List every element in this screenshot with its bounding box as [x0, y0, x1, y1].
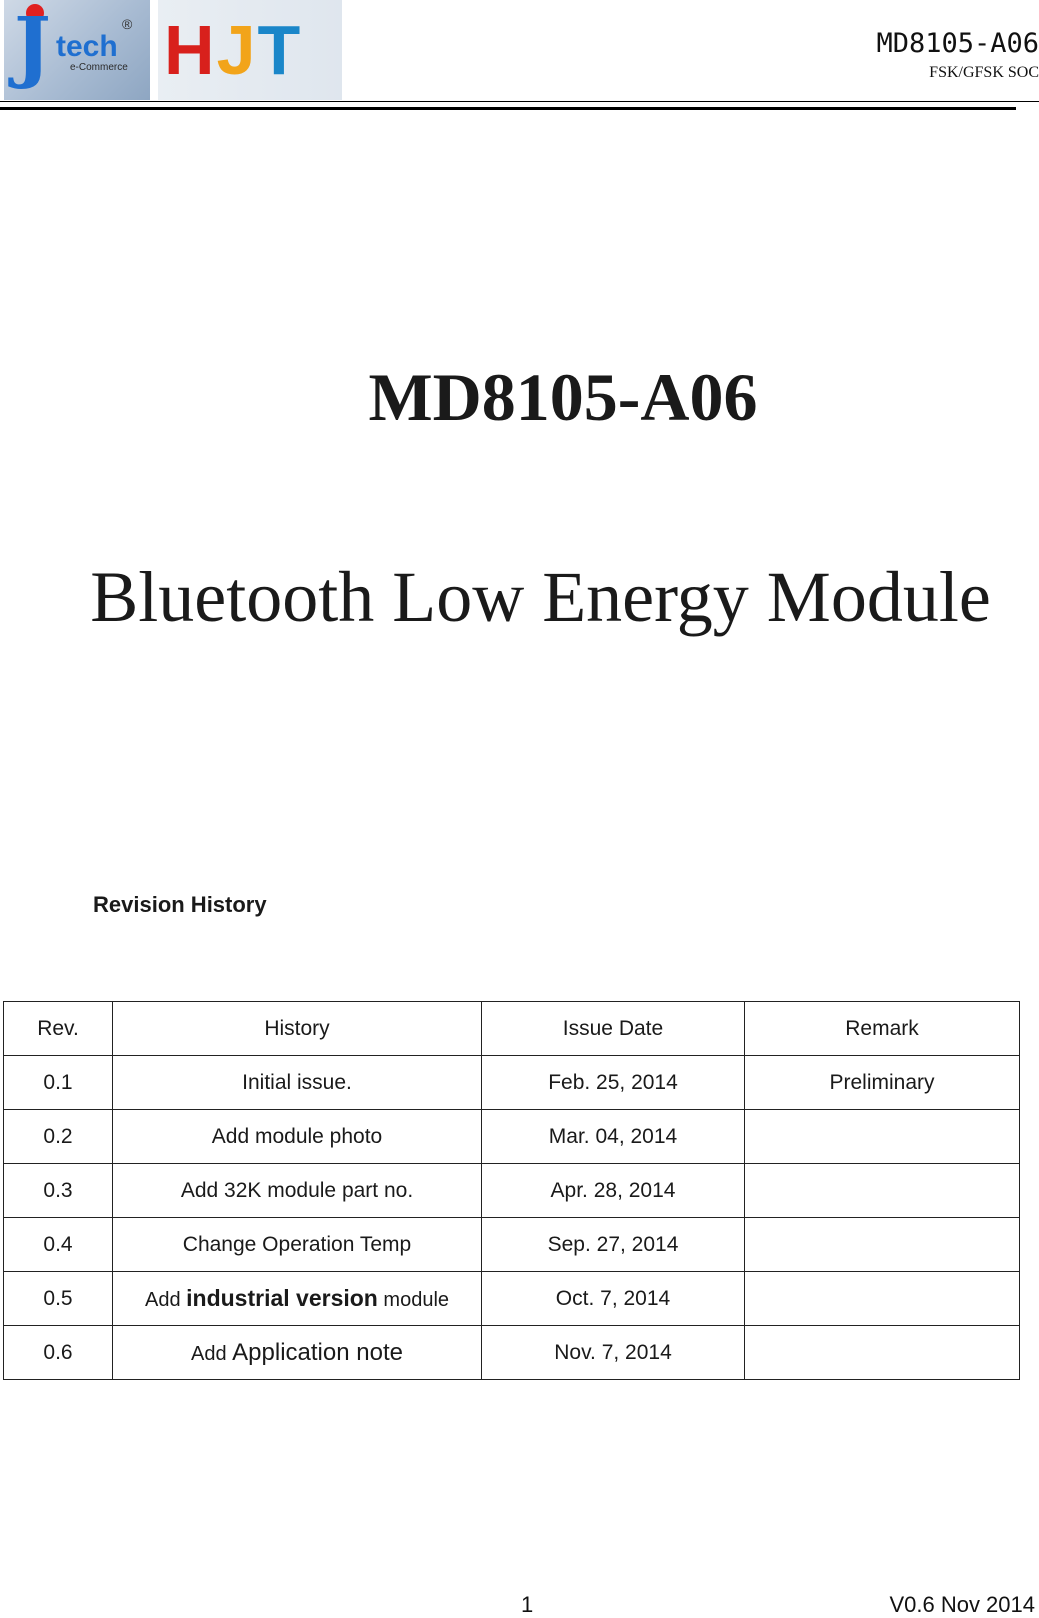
- table-row: [4, 1218, 1020, 1272]
- cell-date: Feb. 25, 2014: [482, 1056, 745, 1110]
- table-row: [4, 1326, 1020, 1380]
- header-cell-remark: Remark: [745, 1002, 1020, 1056]
- cell-rev: 0.6: [4, 1326, 113, 1380]
- page-number: 1: [521, 1592, 534, 1617]
- logo-j-letter: J: [14, 1, 51, 92]
- header-rule-thin: [0, 101, 1039, 102]
- header-rule-thick: [0, 107, 1016, 110]
- jtech-logo: [4, 0, 150, 100]
- history-prefix: Add: [144, 1289, 187, 1311]
- cell-rev: 0.5: [4, 1272, 113, 1326]
- cell-date: Sep. 27, 2014: [482, 1218, 745, 1272]
- cell-rev: 0.3: [4, 1164, 113, 1218]
- revision-history-heading: Revision History: [93, 892, 267, 917]
- registered-mark: ®: [122, 16, 133, 32]
- cell-history: Add module photo: [113, 1110, 482, 1164]
- header-cell-rev: Rev.: [4, 1002, 113, 1056]
- footer-version: V0.6 Nov 2014: [889, 1592, 1035, 1617]
- history-suffix: module: [377, 1289, 450, 1311]
- history-highlight: industrial version: [186, 1285, 378, 1311]
- history-prefix: Add: [191, 1342, 233, 1365]
- logo-wordmark: tech: [56, 30, 118, 63]
- logo-tagline: e-Commerce: [70, 62, 128, 73]
- cell-remark: [745, 1164, 1020, 1218]
- cell-remark: [745, 1272, 1020, 1326]
- hjt-letter-j: J: [216, 11, 258, 89]
- revision-table: [3, 1001, 1020, 1380]
- hjt-letter-t: T: [257, 11, 303, 89]
- hjt-letters: [164, 8, 302, 92]
- header-model: MD8105-A06: [876, 28, 1039, 59]
- hjt-letter-h: H: [164, 11, 217, 89]
- cell-date: Mar. 04, 2014: [482, 1110, 745, 1164]
- history-highlight: Application note: [232, 1338, 403, 1366]
- table-row: [4, 1056, 1020, 1110]
- document-subtitle: Bluetooth Low Energy Module: [90, 557, 991, 637]
- cell-history: [113, 1326, 482, 1380]
- cell-rev: 0.1: [4, 1056, 113, 1110]
- cell-remark: [745, 1218, 1020, 1272]
- cell-rev: 0.2: [4, 1110, 113, 1164]
- cell-remark: [745, 1326, 1020, 1380]
- header-cell-history: History: [113, 1002, 482, 1056]
- hjt-logo: [158, 0, 342, 100]
- cell-remark: Preliminary: [745, 1056, 1020, 1110]
- header-subtitle: FSK/GFSK SOC: [929, 64, 1039, 81]
- table-header-row: [4, 1002, 1020, 1056]
- cell-history: Add 32K module part no.: [113, 1164, 482, 1218]
- cell-history: Initial issue.: [113, 1056, 482, 1110]
- cell-date: Nov. 7, 2014: [482, 1326, 745, 1380]
- cell-date: Oct. 7, 2014: [482, 1272, 745, 1326]
- header-cell-date: Issue Date: [482, 1002, 745, 1056]
- cell-date: Apr. 28, 2014: [482, 1164, 745, 1218]
- cell-remark: [745, 1110, 1020, 1164]
- cell-history: [113, 1272, 482, 1326]
- cell-rev: 0.4: [4, 1218, 113, 1272]
- document-title: MD8105-A06: [368, 359, 758, 435]
- table-row: [4, 1272, 1020, 1326]
- table-row: [4, 1110, 1020, 1164]
- cell-history: Change Operation Temp: [113, 1218, 482, 1272]
- table-row: [4, 1164, 1020, 1218]
